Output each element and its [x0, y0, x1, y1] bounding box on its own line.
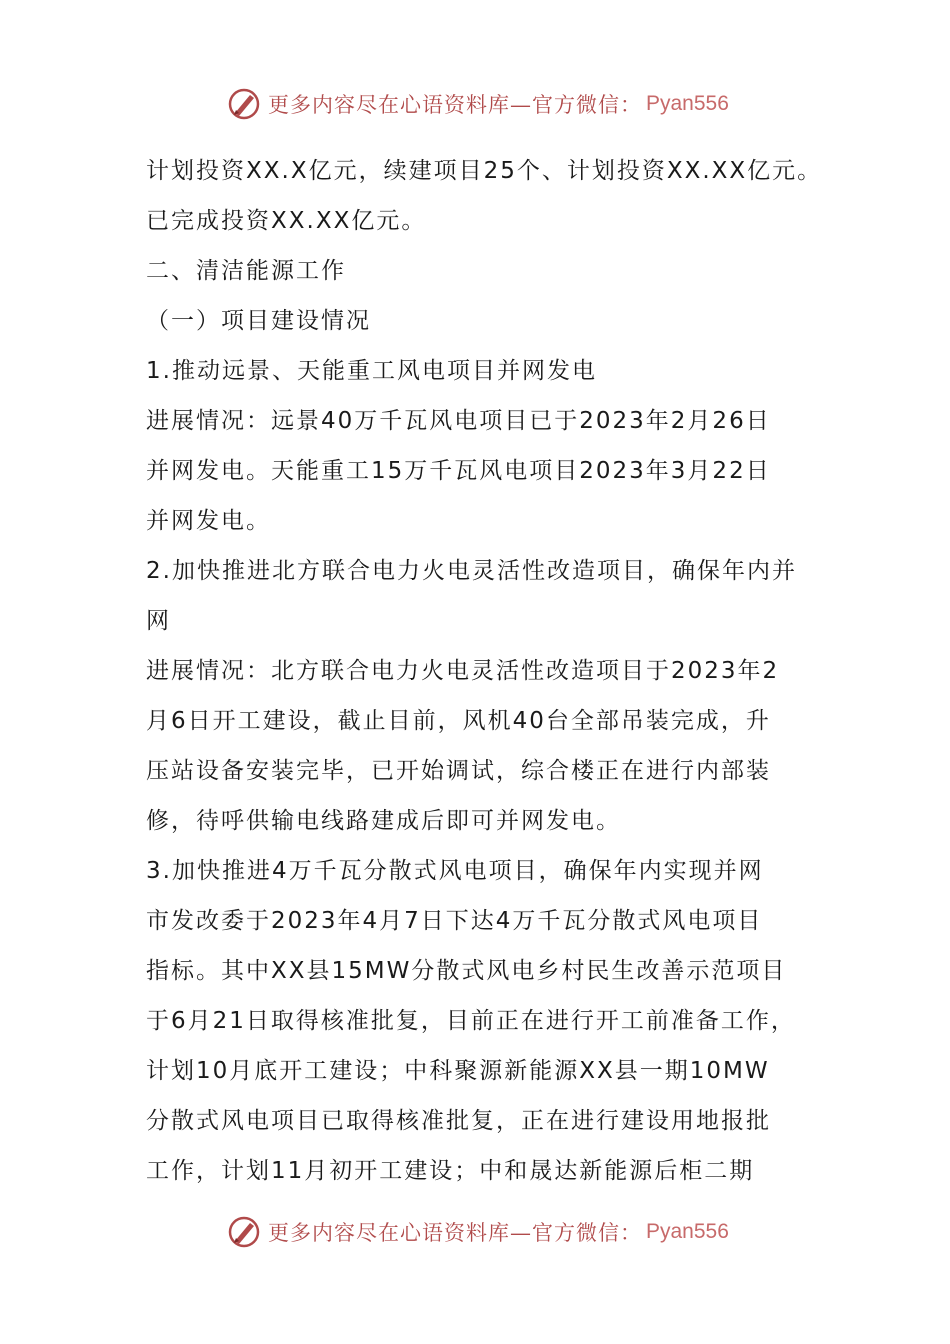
banner-wechat-id: Pyan556	[646, 1220, 729, 1243]
body-line: 于6月21日取得核准批复，目前正在进行开工前准备工作，	[146, 1008, 796, 1034]
body-line: 计划10月底开工建设；中科聚源新能源XX县一期10MW	[146, 1058, 770, 1084]
body-line: 已完成投资XX.XX亿元。	[146, 208, 427, 234]
body-line: 指标。其中XX县15MW分散式风电乡村民生改善示范项目	[146, 958, 787, 984]
body-line: 修，待呼供输电线路建成后即可并网发电。	[146, 808, 621, 834]
header-watermark-banner	[226, 84, 729, 124]
pen-logo-icon	[226, 86, 262, 122]
document-body	[146, 146, 823, 1196]
body-line: 进展情况：北方联合电力火电灵活性改造项目于2023年2	[146, 658, 780, 684]
body-line: 分散式风电项目已取得核准批复，正在进行建设用地报批	[146, 1108, 771, 1134]
item-heading: 2.加快推进北方联合电力火电灵活性改造项目，确保年内并	[146, 558, 797, 584]
subsection-heading: （一）项目建设情况	[146, 308, 371, 334]
body-line: 计划投资XX.X亿元，续建项目25个、计划投资XX.XX亿元。	[146, 158, 823, 184]
body-line: 进展情况：远景40万千瓦风电项目已于2023年2月26日	[146, 408, 771, 434]
banner-wechat-id: Pyan556	[646, 92, 729, 115]
section-heading: 二、清洁能源工作	[146, 258, 346, 284]
body-line: 工作，计划11月初开工建设；中和晟达新能源后柜二期	[146, 1158, 755, 1184]
pen-logo-icon	[226, 1214, 262, 1250]
footer-watermark-banner	[226, 1212, 729, 1252]
banner-text: 更多内容尽在心语资料库—官方微信：	[268, 93, 642, 117]
body-line: 压站设备安装完毕，已开始调试，综合楼正在进行内部装	[146, 758, 771, 784]
item-heading: 3.加快推进4万千瓦分散式风电项目，确保年内实现并网	[146, 858, 764, 884]
banner-text: 更多内容尽在心语资料库—官方微信：	[268, 1221, 642, 1245]
body-line: 并网发电。天能重工15万千瓦风电项目2023年3月22日	[146, 458, 771, 484]
body-line: 市发改委于2023年4月7日下达4万千瓦分散式风电项目	[146, 908, 763, 934]
item-heading-continued: 网	[146, 608, 171, 634]
item-heading: 1.推动远景、天能重工风电项目并网发电	[146, 358, 597, 384]
body-line: 月6日开工建设，截止目前，风机40台全部吊装完成，升	[146, 708, 771, 734]
body-line: 并网发电。	[146, 508, 271, 534]
